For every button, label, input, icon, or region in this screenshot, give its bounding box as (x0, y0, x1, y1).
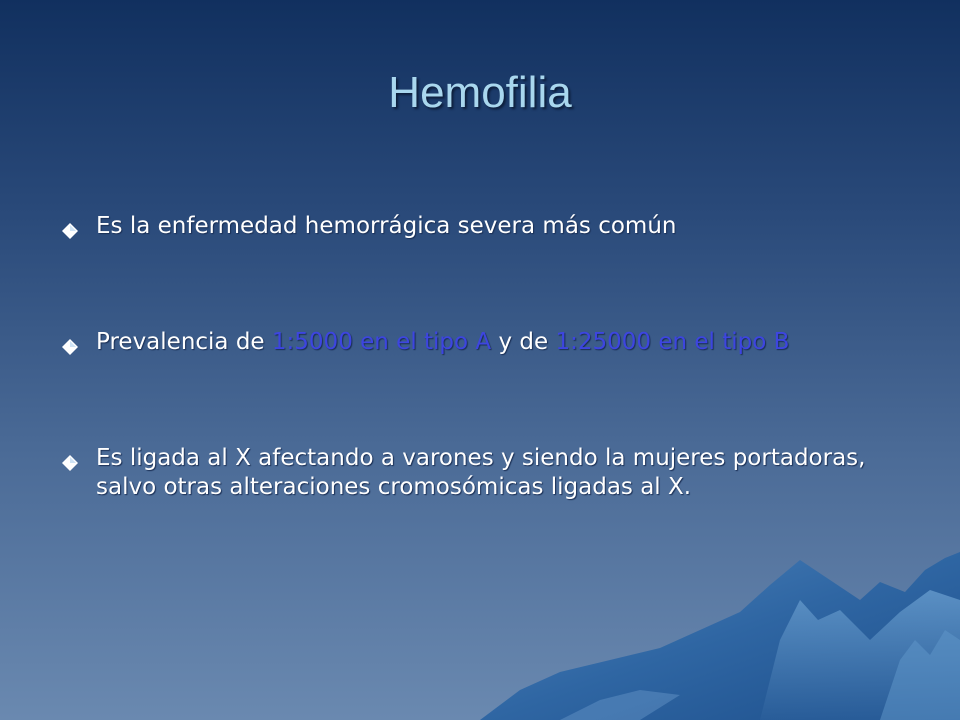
bullet-text-2b: y de (491, 329, 556, 355)
bullet-text-3: Es ligada al X afectando a varones y siendo la mujeres portadoras, salvo otras alteraciones cromosómicas ligadas al X. (96, 445, 866, 500)
diamond-icon (62, 339, 78, 355)
slide-title: Hemofilia (388, 68, 572, 117)
bullet-item-2 (60, 328, 900, 357)
prevalence-type-a: 1:5000 en el tipo A (271, 329, 492, 355)
diamond-icon (62, 223, 78, 239)
bullet-item-1 (60, 212, 900, 241)
bullet-item-3 (60, 444, 900, 502)
bullet-list (60, 212, 900, 502)
diamond-icon (62, 455, 78, 471)
bullet-text-1: Es la enfermedad hemorrágica severa más común (96, 213, 677, 239)
prevalence-type-b: 1:25000 en el tipo B (555, 329, 790, 355)
bullet-text-2a: Prevalencia de (96, 329, 272, 355)
